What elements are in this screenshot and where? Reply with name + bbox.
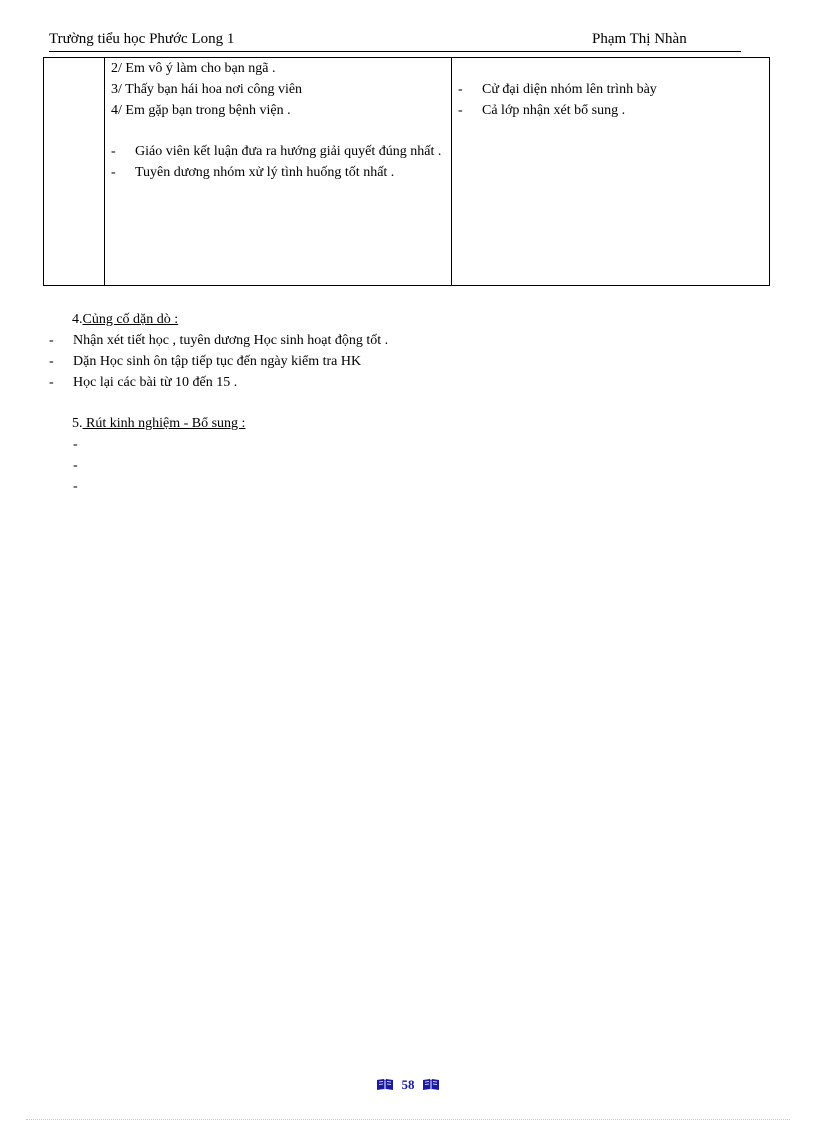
situation-line: 2/ Em vô ý làm cho bạn ngã .	[111, 61, 276, 76]
empty-note-line: -	[73, 458, 78, 473]
page-footer	[0, 1077, 816, 1093]
list-item: - Nhận xét tiết học , tuyên dương Học sinh hoạt động tốt .	[49, 330, 769, 351]
teacher-name: Phạm Thị Nhàn	[592, 31, 687, 47]
list-item: - Học lại các bài từ 10 đến 15 .	[49, 372, 769, 393]
section-heading: Củng cố dặn dò :	[82, 312, 179, 327]
student-activity-cell	[452, 58, 770, 286]
section-consolidation	[49, 309, 769, 393]
section-title	[72, 413, 769, 434]
table-row	[44, 58, 770, 286]
school-name: Trường tiểu học Phước Long 1	[49, 31, 235, 47]
lesson-table	[43, 57, 770, 286]
section-heading: Rút kinh nghiệm - Bổ sung :	[82, 416, 246, 431]
consolidation-list	[49, 330, 769, 393]
section-number: 5.	[72, 416, 83, 431]
list-item: - Tuyên dương nhóm xử lý tình huống tốt nhất .	[105, 162, 451, 183]
empty-note-line: -	[73, 437, 78, 452]
time-cell	[44, 58, 105, 286]
section-number: 4.	[72, 312, 83, 327]
student-activity-list	[452, 79, 769, 121]
open-book-icon	[422, 1078, 440, 1091]
situation-line: 3/ Thấy bạn hái hoa nơi công viên	[111, 82, 303, 97]
list-item: - Dặn Học sinh ôn tập tiếp tục đến ngày kiểm tra HK	[49, 351, 769, 372]
section-title	[72, 309, 769, 330]
page-bottom-border	[26, 1119, 790, 1120]
teacher-activity-list	[105, 141, 451, 183]
list-item: - Giáo viên kết luận đưa ra hướng giải quyết đúng nhất .	[105, 141, 451, 162]
teacher-activity-cell	[105, 58, 452, 286]
page-header	[49, 31, 741, 52]
open-book-icon	[376, 1078, 394, 1091]
list-item: - Cử đại diện nhóm lên trình bày	[452, 79, 769, 100]
page-number: 58	[401, 1077, 415, 1092]
situation-line: 4/ Em gặp bạn trong bệnh viện .	[111, 103, 291, 118]
list-item: - Cả lớp nhận xét bổ sung .	[452, 100, 769, 121]
section-experience	[49, 413, 769, 497]
empty-note-line: -	[73, 479, 78, 494]
